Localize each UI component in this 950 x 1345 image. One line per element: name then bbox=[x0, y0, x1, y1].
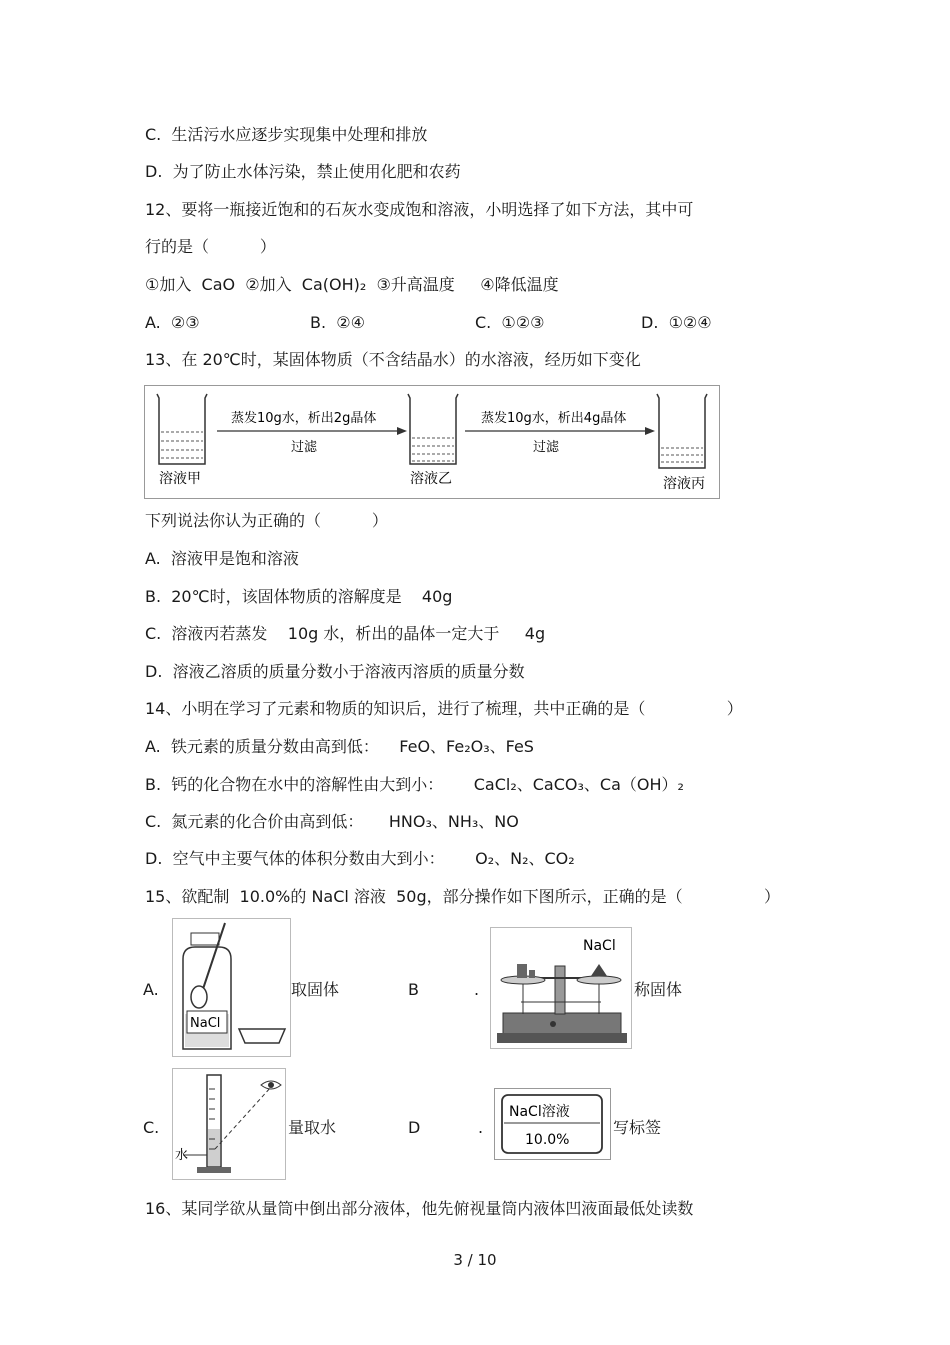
arrow-1-head-icon bbox=[397, 427, 407, 435]
arrow-1-bottom-label: 过滤 bbox=[291, 440, 318, 455]
graduated-cylinder-icon bbox=[197, 1075, 231, 1173]
q14-stem: 14、小明在学习了元素和物质的知识后，进行了梳理，共中正确的是（ ） bbox=[145, 699, 743, 718]
q12-stem-line2: 行的是（ ） bbox=[145, 237, 276, 256]
beaker-2-icon bbox=[408, 394, 458, 464]
q15-option-d-figure bbox=[494, 1088, 611, 1160]
beaker-2-label: 溶液乙 bbox=[410, 471, 452, 487]
q13-option-b: B. 20℃时，该固体物质的溶解度是 40g bbox=[145, 587, 453, 606]
q15-option-c-letter: C. bbox=[143, 1118, 160, 1137]
q12-stem-line1: 12、要将一瓶接近饱和的石灰水变成饱和溶液，小明选择了如下方法，其中可 bbox=[145, 200, 694, 219]
q15-stem: 15、欲配制 10.0%的 NaCl 溶液 50g，部分操作如下图所示，正确的是（ ） bbox=[145, 887, 780, 906]
evaporating-dish-icon bbox=[239, 1029, 285, 1043]
beaker-1-label: 溶液甲 bbox=[159, 471, 201, 487]
q15-option-b-dot: . bbox=[474, 980, 480, 999]
page-number: 3 / 10 bbox=[453, 1251, 497, 1269]
eye-icon bbox=[261, 1081, 281, 1089]
q13-option-a: A. 溶液甲是饱和溶液 bbox=[145, 549, 299, 568]
label-bottom-text: 10.0% bbox=[525, 1132, 570, 1148]
q11-option-d: D. 为了防止水体污染，禁止使用化肥和农药 bbox=[145, 162, 461, 181]
q15-option-b-letter: B bbox=[408, 980, 419, 999]
sight-line bbox=[215, 1087, 271, 1149]
beaker-3-icon bbox=[657, 394, 707, 468]
cylinder-water-label: 水 bbox=[175, 1148, 189, 1163]
arrow-2-head-icon bbox=[645, 427, 655, 435]
q15-option-b-figure bbox=[490, 927, 632, 1049]
balance-scale-icon bbox=[497, 964, 627, 1043]
q15-option-c-figure bbox=[172, 1068, 286, 1180]
q15-option-d-letter: D bbox=[408, 1118, 421, 1137]
q14-option-c: C. 氮元素的化合价由高到低： HNO₃、NH₃、NO bbox=[145, 812, 519, 831]
q12-option-c: C. ①②③ bbox=[475, 313, 545, 332]
q15-option-d-dot: . bbox=[478, 1118, 484, 1137]
q13-option-d: D. 溶液乙溶质的质量分数小于溶液丙溶质的质量分数 bbox=[145, 662, 525, 681]
q12-option-a: A. ②③ bbox=[145, 313, 200, 332]
q16-stem: 16、某同学欲从量筒中倒出部分液体，他先俯视量筒内液体凹液面最低处读数 bbox=[145, 1199, 694, 1218]
q12-option-b: B. ②④ bbox=[310, 313, 365, 332]
q15-option-a-figure bbox=[172, 918, 291, 1057]
jar-label: NaCl bbox=[190, 1016, 221, 1031]
label-top-text: NaCl溶液 bbox=[509, 1104, 570, 1120]
q14-option-b: B. 钙的化合物在水中的溶解性由大到小： CaCl₂、CaCO₃、Ca（OH）₂ bbox=[145, 775, 684, 794]
q15-option-a-text: 取固体 bbox=[291, 980, 340, 999]
q12-option-d: D. ①②④ bbox=[641, 313, 712, 332]
q14-option-d: D. 空气中主要气体的体积分数由大到小： O₂、N₂、CO₂ bbox=[145, 849, 575, 868]
q11-option-c: C. 生活污水应逐步实现集中处理和排放 bbox=[145, 125, 428, 144]
q15-option-b-text: 称固体 bbox=[634, 980, 683, 999]
beaker-1-icon bbox=[157, 394, 207, 464]
arrow-2-bottom-label: 过滤 bbox=[533, 440, 560, 455]
q15-option-d-text: 写标签 bbox=[613, 1118, 662, 1137]
q13-stem: 13、在 20℃时，某固体物质（不含结晶水）的水溶液，经历如下变化 bbox=[145, 350, 641, 369]
q12-items: ①加入 CaO ②加入 Ca(OH)₂ ③升高温度 ④降低温度 bbox=[145, 275, 559, 294]
q13-option-c: C. 溶液丙若蒸发 10g 水，析出的晶体一定大于 4g bbox=[145, 624, 546, 643]
q15-option-c-text: 量取水 bbox=[288, 1118, 337, 1137]
q13-evaporation-diagram bbox=[144, 385, 720, 499]
arrow-2-top-label: 蒸发10g水，析出4g晶体 bbox=[481, 411, 627, 426]
beaker-3-label: 溶液丙 bbox=[663, 476, 705, 492]
scale-label: NaCl bbox=[583, 938, 616, 954]
q13-ask: 下列说法你认为正确的（ ） bbox=[145, 511, 388, 530]
q15-option-a-letter: A. bbox=[143, 980, 159, 999]
arrow-1-top-label: 蒸发10g水，析出2g晶体 bbox=[231, 411, 377, 426]
q14-option-a: A. 铁元素的质量分数由高到低： FeO、Fe₂O₃、FeS bbox=[145, 737, 534, 756]
